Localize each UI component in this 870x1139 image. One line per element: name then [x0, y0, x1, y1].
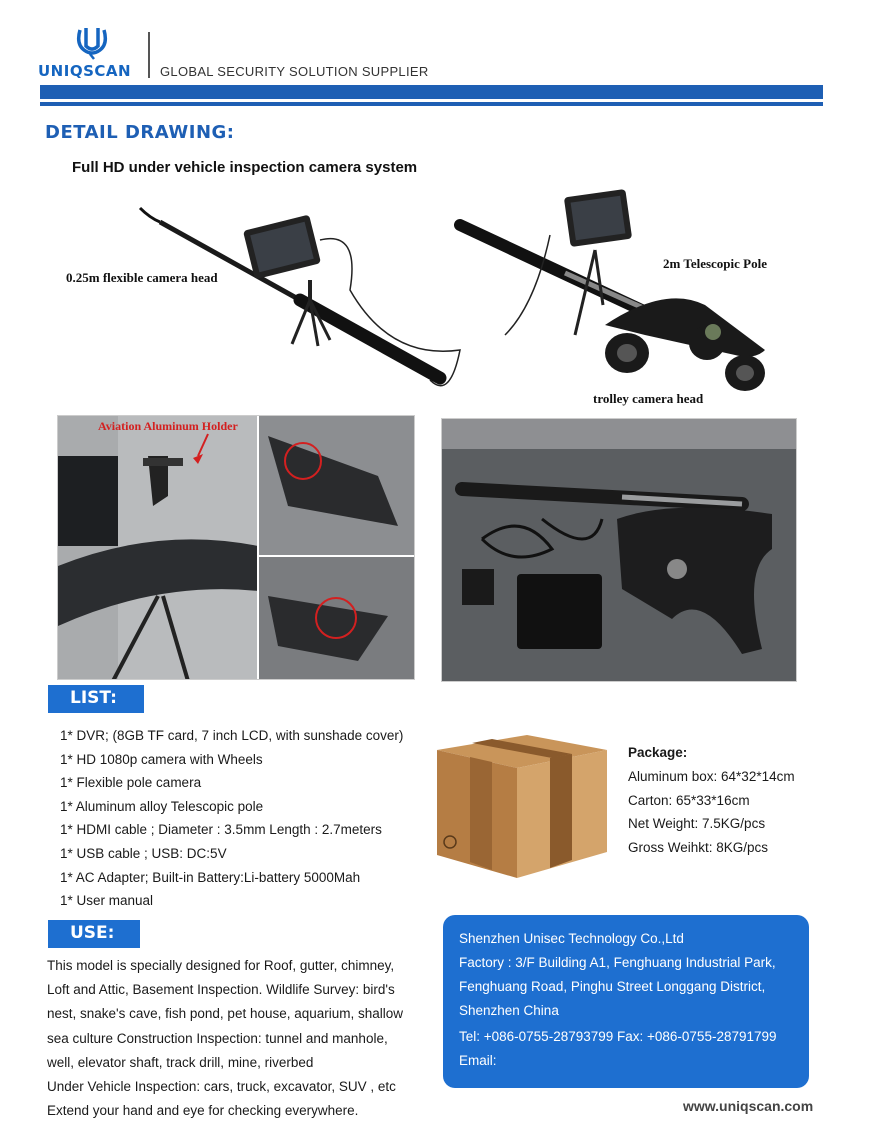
use-description	[47, 954, 427, 1123]
detail-drawing-title: DETAIL DRAWING:	[45, 122, 235, 143]
flexible-head-label: 0.25m flexible camera head	[66, 270, 218, 285]
use-line: Loft and Attic, Basement Inspection. Wildlife Survey: bird's	[47, 982, 395, 998]
package-line: Gross Weihkt: 8KG/pcs	[628, 839, 769, 855]
trolley-camera-image	[445, 185, 775, 395]
carton-box-image	[432, 730, 612, 880]
use-heading-text: USE:	[70, 923, 115, 943]
list-item: 1* DVR; (8GB TF card, 7 inch LCD, with sunshade cover)	[60, 728, 404, 743]
tagline: GLOBAL SECURITY SOLUTION SUPPLIER	[160, 64, 429, 79]
list-item: 1* USB cable ; USB: DC:5V	[60, 845, 227, 861]
aluminum-holder-label: Aviation Aluminum Holder	[98, 419, 238, 433]
brand-logo	[38, 26, 138, 82]
header-bar-thin	[40, 102, 823, 106]
aluminum-holder-photo	[57, 415, 415, 680]
header-bar	[40, 85, 823, 99]
list-heading	[48, 685, 144, 713]
use-heading	[48, 920, 140, 948]
package-line: Net Weight: 7.5KG/pcs	[628, 816, 766, 832]
uniqscan-logo-icon	[74, 26, 110, 60]
package-line: Aluminum box: 64*32*14cm	[628, 769, 795, 784]
factory-address-line: Shenzhen China	[459, 1003, 559, 1018]
list-heading-text: LIST:	[70, 688, 117, 708]
package-line: Carton: 65*33*16cm	[628, 792, 750, 808]
telescopic-pole-label: 2m Telescopic Pole	[663, 256, 767, 271]
list-item: 1* User manual	[60, 893, 154, 909]
use-line: well, elevator shaft, track drill, mine, riverbed	[47, 1054, 314, 1070]
list-item: 1* Aluminum alloy Telescopic pole	[60, 798, 264, 814]
contact-panel	[443, 915, 809, 1088]
factory-address-line: Fenghuang Road, Pinghu Street Longgang District,	[459, 979, 766, 994]
aluminum-holder-illustration	[58, 416, 415, 680]
company-name: Shenzhen Unisec Technology Co.,Ltd	[459, 931, 684, 946]
list-item: 1* AC Adapter; Built-in Battery:Li-battery 5000Mah	[60, 869, 361, 885]
trolley-head-label: trolley camera head	[593, 391, 704, 406]
list-item: 1* Flexible pole camera	[60, 775, 202, 791]
website-link[interactable]: www.uniqscan.com	[683, 1098, 814, 1114]
factory-address-line: Factory : 3/F Building A1, Fenghuang Industrial Park,	[459, 955, 776, 970]
use-line: This model is specially designed for Roof, gutter, chimney,	[47, 958, 395, 973]
kit-contents-photo	[441, 418, 797, 682]
use-line: Extend your hand and eye for checking everywhere.	[47, 1103, 359, 1119]
phone-fax: Tel: +086-0755-28793799 Fax: +086-0755-28791799	[459, 1029, 777, 1044]
use-line: sea culture Construction Inspection: tunnel and manhole,	[47, 1030, 388, 1046]
list-item: 1* HDMI cable ; Diameter : 3.5mm Length : 2.7meters	[60, 822, 382, 838]
brand-name: UNIQSCAN	[38, 62, 132, 80]
header-divider	[148, 32, 150, 78]
package-title: Package:	[628, 745, 688, 760]
use-line: Under Vehicle Inspection: cars, truck, excavator, SUV , etc	[47, 1079, 396, 1095]
package-contents-list	[60, 724, 403, 913]
email-label: Email:	[459, 1053, 497, 1068]
package-info	[628, 741, 795, 859]
kit-contents-illustration	[442, 419, 797, 682]
flexible-pole-camera-image	[130, 200, 470, 400]
use-line: nest, snake's cave, fish pond, pet house, aquarium, shallow	[47, 1006, 404, 1022]
list-item: 1* HD 1080p camera with Wheels	[60, 751, 263, 767]
product-subtitle: Full HD under vehicle inspection camera system	[72, 159, 418, 176]
